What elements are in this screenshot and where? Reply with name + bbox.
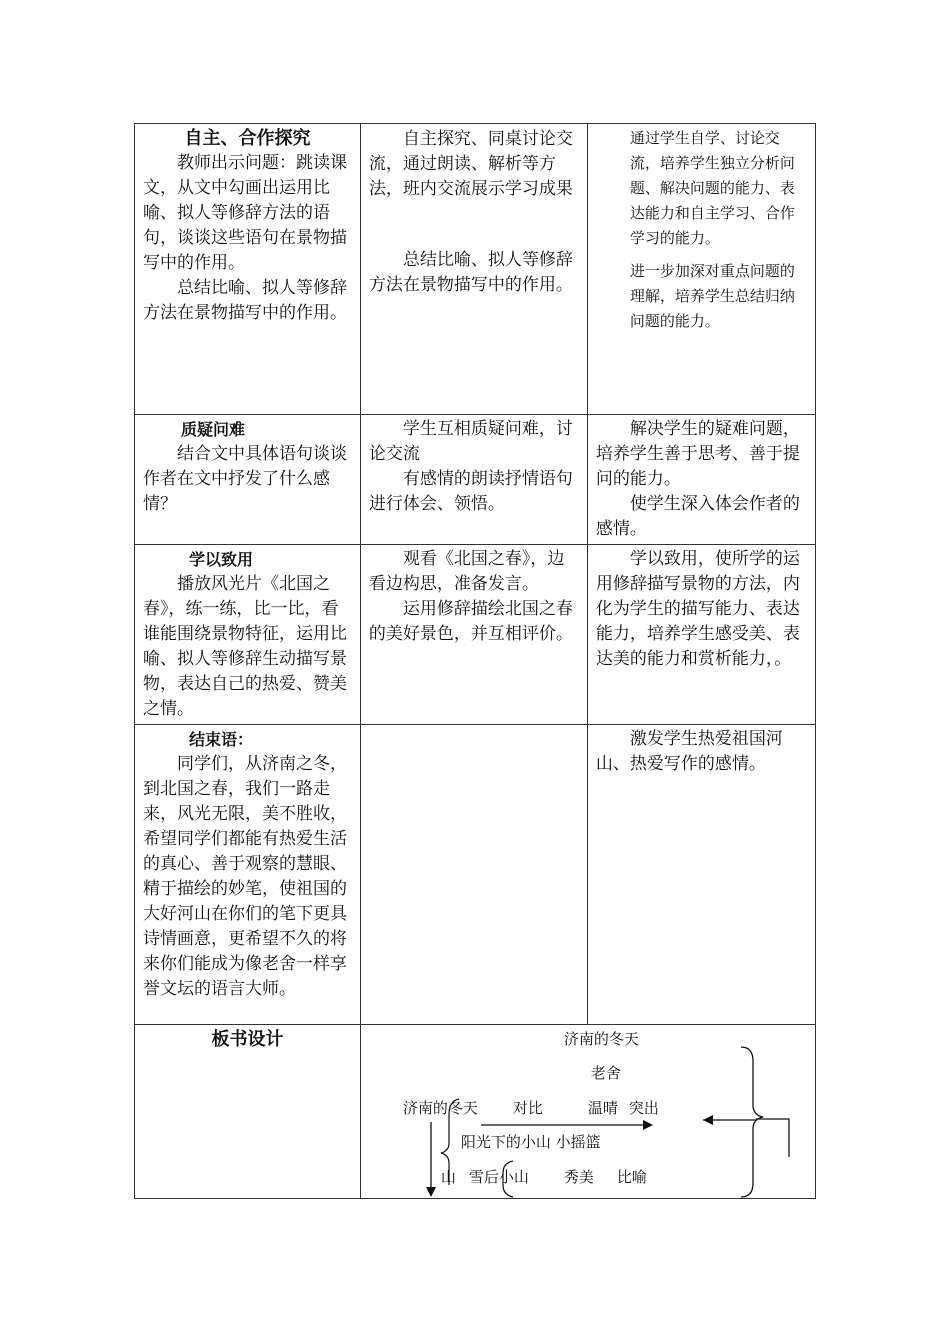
student-activity-cell xyxy=(360,124,587,415)
paragraph: 同学们，从济南之冬，到北国之春，我们一路走来，风光无限，美不胜收，希望同学们都能有热爱生活的真心、善于观察的慧眼、精于描绘的妙笔，使祖国的大好河山在你们的笔下更具诗情画意，更希望不久的将来你们能成为像老舍一样享誉文坛的语言大师。 xyxy=(143,754,347,999)
section-heading: 学以致用 xyxy=(189,550,254,569)
board-design-label-cell xyxy=(135,1025,361,1199)
board-text: 雪后小山 xyxy=(468,1168,529,1186)
student-activity-cell xyxy=(360,725,587,1025)
paragraph: 使学生深入体会作者的感情。 xyxy=(595,494,800,539)
design-intent-cell xyxy=(587,725,815,1025)
table-row xyxy=(135,545,816,725)
board-text: 对比 xyxy=(512,1099,543,1117)
design-intent-cell xyxy=(587,124,815,415)
table-row xyxy=(135,415,816,545)
table-row xyxy=(135,725,816,1025)
board-text: 山 xyxy=(440,1168,456,1186)
blackboard-layout xyxy=(361,1025,815,1191)
paragraph: 总结比喻、拟人等修辞方法在景物描写中的作用。 xyxy=(143,278,347,323)
section-heading: 质疑问难 xyxy=(181,420,246,439)
paragraph: 学生互相质疑问难，讨论交流 xyxy=(368,419,573,464)
paragraph: 运用修辞描绘北国之春的美好景色，并互相评价。 xyxy=(368,599,573,644)
design-intent-cell xyxy=(587,545,815,725)
teacher-activity-cell xyxy=(135,415,361,545)
paragraph: 教师出示问题：跳读课文，从文中勾画出运用比喻、拟人等修辞方法的语句，谈谈这些语句在景物描写中的作用。 xyxy=(143,153,347,273)
board-text: 比喻 xyxy=(616,1168,647,1186)
board-text: 秀美 xyxy=(563,1168,594,1186)
teacher-activity-cell xyxy=(135,545,361,725)
paragraph: 有感情的朗读抒情语句进行体会、领悟。 xyxy=(368,469,573,514)
paragraph: 播放风光片《北国之春》，练一练，比一比，看谁能围绕景物特征，运用比喻、拟人等修辞生动描写景物，表达自己的热爱、赞美之情。 xyxy=(143,574,347,719)
teacher-activity-cell xyxy=(135,725,361,1025)
board-design-cell xyxy=(360,1025,815,1199)
section-heading: 板书设计 xyxy=(211,1029,284,1050)
section-heading: 自主、合作探究 xyxy=(184,128,311,149)
student-activity-cell xyxy=(360,415,587,545)
table-row xyxy=(135,1025,816,1199)
paragraph: 通过学生自学、讨论交流，培养学生独立分析问题、解决问题的能力、表达能力和自主学习、合作学习的能力。 xyxy=(629,129,795,247)
paragraph: 总结比喻、拟人等修辞方法在景物描写中的作用。 xyxy=(368,250,573,295)
paragraph: 学以致用，使所学的运用修辞描写景物的方法，内化为学生的描写能力、表达能力，培养学生感受美、表达美的能力和赏析能力，。 xyxy=(595,549,800,669)
student-activity-cell xyxy=(360,545,587,725)
paragraph: 激发学生热爱祖国河山、热爱写作的感情。 xyxy=(595,729,783,774)
section-heading: 结束语： xyxy=(189,730,254,749)
board-author: 老舍 xyxy=(590,1064,621,1082)
board-text: 阳光下的小山 小摇篮 xyxy=(460,1133,601,1151)
teacher-activity-cell xyxy=(135,124,361,415)
board-text: 济南的冬天 xyxy=(402,1099,478,1117)
paragraph: 观看《北国之春》，边看边构思，准备发言。 xyxy=(368,549,565,594)
paragraph: 解决学生的疑难问题，培养学生善于思考、善于提问的能力。 xyxy=(595,419,800,489)
paragraph: 结合文中具体语句谈谈作者在文中抒发了什么感情？ xyxy=(143,444,347,514)
lesson-plan-table xyxy=(134,123,816,1199)
board-text: 突出 xyxy=(628,1099,659,1117)
paragraph: 进一步加深对重点问题的理解，培养学生总结归纳问题的能力。 xyxy=(629,262,795,330)
table-row xyxy=(135,124,816,415)
board-title: 济南的冬天 xyxy=(563,1030,639,1048)
board-text: 温晴 xyxy=(587,1099,618,1117)
design-intent-cell xyxy=(587,415,815,545)
paragraph: 自主探究、同桌讨论交流，通过朗读、解析等方法，班内交流展示学习成果 xyxy=(368,129,573,199)
